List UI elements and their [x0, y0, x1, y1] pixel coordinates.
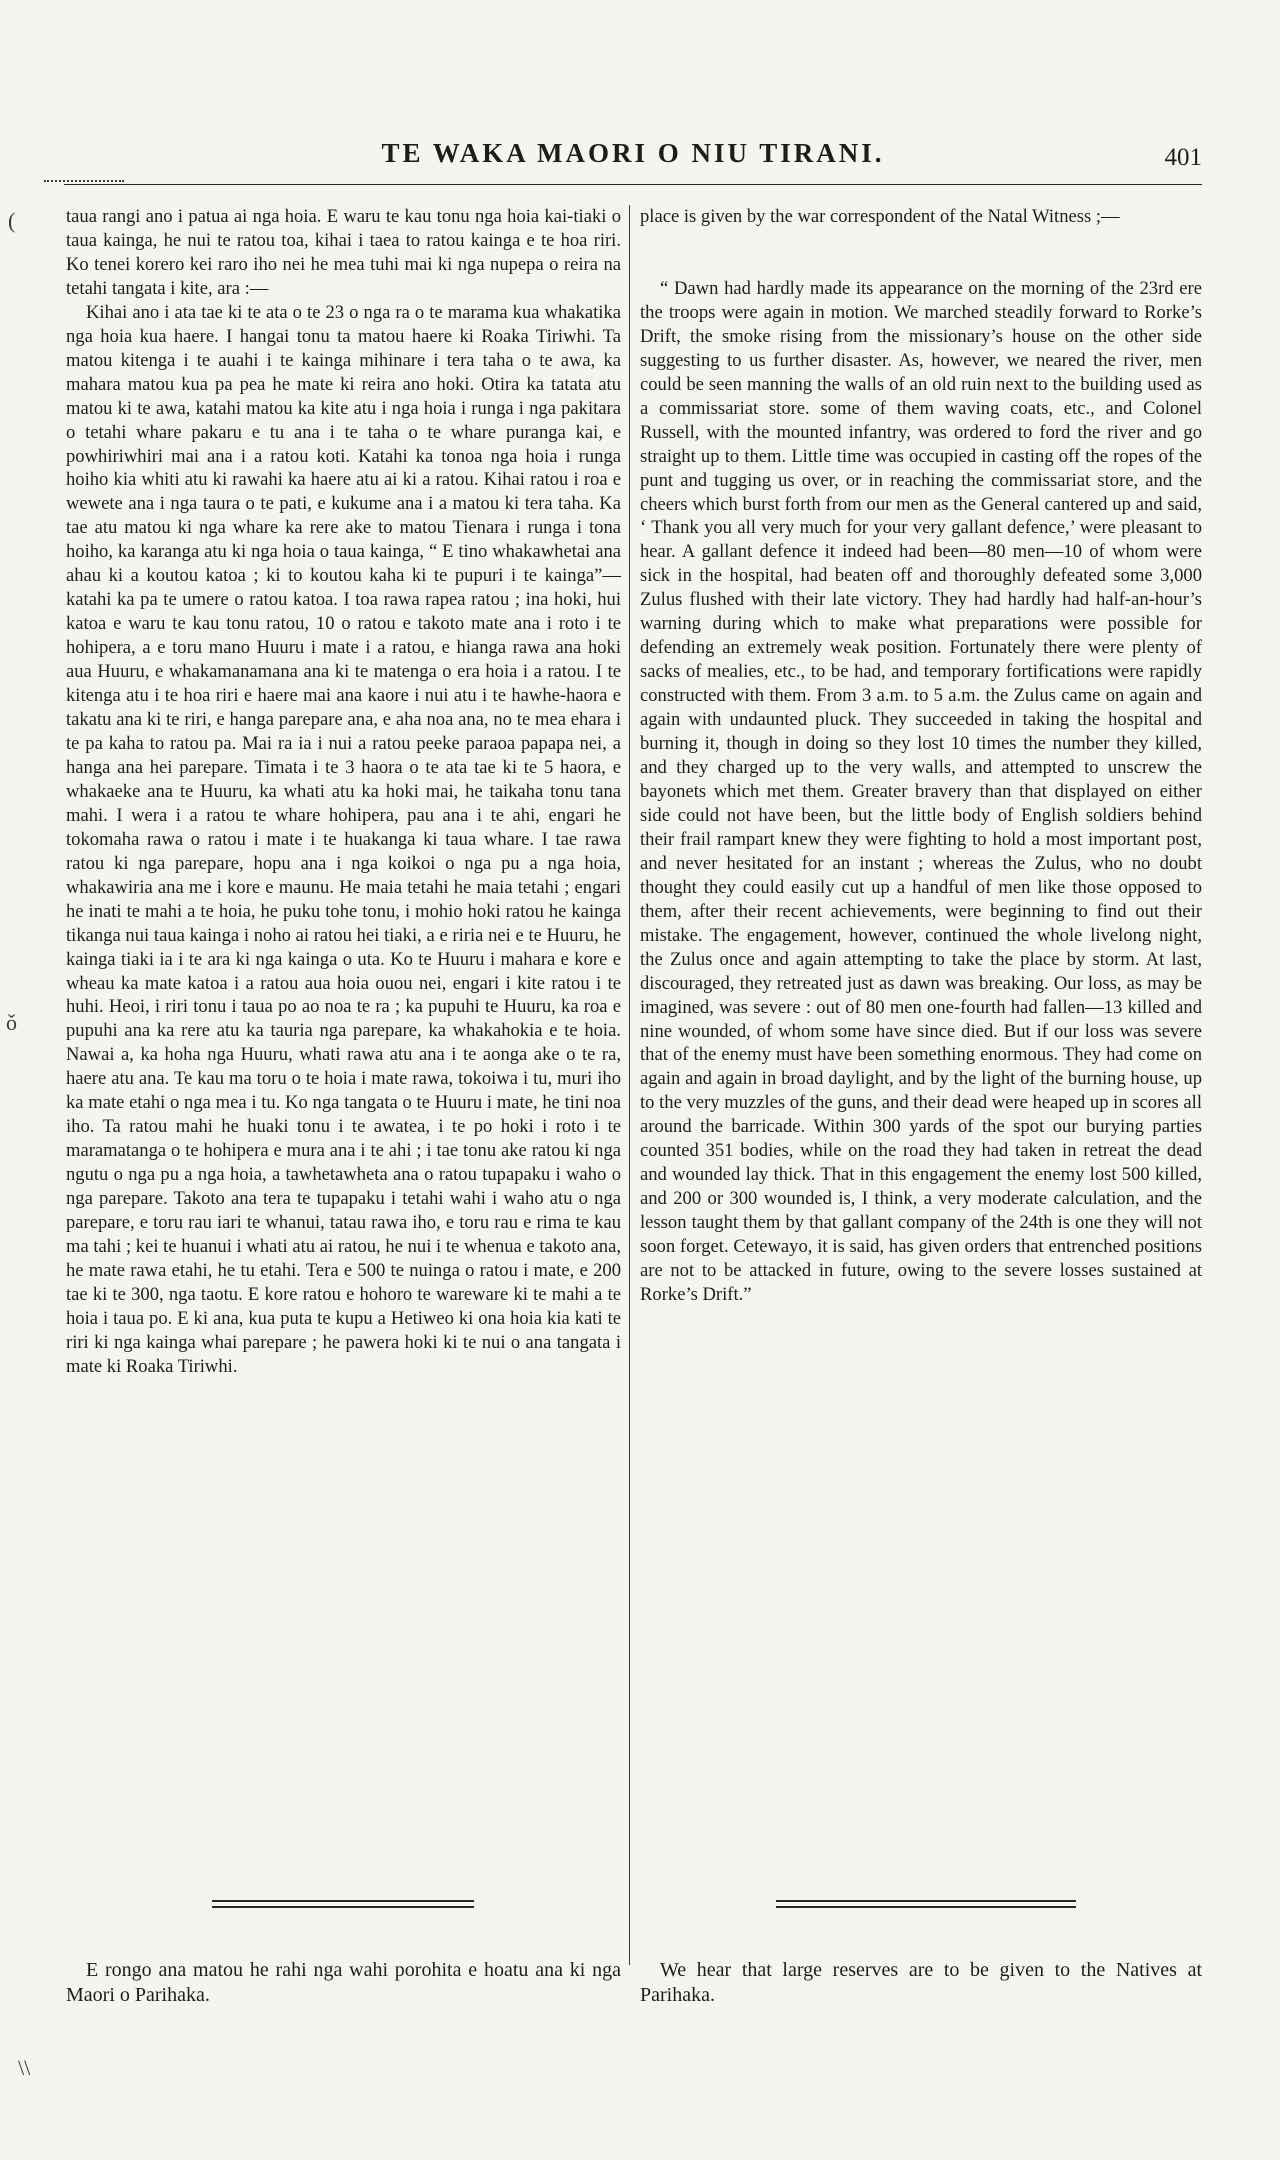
- header-rule: [64, 184, 1202, 185]
- right-column-english: [640, 205, 1202, 1307]
- paragraph-spacer: [640, 229, 1202, 277]
- page-header: [64, 138, 1202, 182]
- section-rule-right: [776, 1900, 1076, 1908]
- right-paragraph-quote: “ Dawn had hardly made its appearance on the morning of the 23rd ere the troops were again in motion. We marched steadily forward to Rorke’s Drift, the smoke rising from the missionary’s house on the other side suggesting to us further disaster. As, however, we neared the river, men could be seen manning the walls of an old ruin next to the building used as a commissariat store. some of them waving coats, etc., and Colonel Russell, with the mounted infantry, was ordered to ford the river and go straight up to them. Little time was occupied in casting off the ropes of the punt and tugging us over, or in reaching the commissariat store, and the cheers which burst forth from our men as the General cantered up and said, ‘ Thank you all very much for your very gallant defence,’ were pleasant to hear. A gallant defence it indeed had been—80 men—10 of whom were sick in the hospital, had beaten off and thoroughly defeated some 3,000 Zulus flushed with their late victory. They had hardly had half-an-hour’s warning during which to make what preparations were possible for defending an extremely weak position. Fortunately there were plenty of sacks of mealies, etc., to be had, and temporary fortifications were rapidly constructed with them. From 3 a.m. to 5 a.m. the Zulus came on again and again with undaunted pluck. They succeeded in taking the hospital and burning it, though in doing so they lost 10 times the number they killed, and they charged up to the very walls, and attempted to unscrew the bayonets which met them. Greater bravery than that displayed on either side could not have been, but the little body of English soldiers behind their frail rampart knew they were fighting to hold a most important post, and never hesitated for an instant ; whereas the Zulus, who no doubt thought they could easily cut up a handful of men like those opposed to them, after their recent achievements, were beginning to find out their mistake. The engagement, however, continued the whole livelong night, the Zulus once and again attempting to take the place by storm. At last, discouraged, they retreated just as dawn was breaking. Our loss, as may be imagined, was severe : out of 80 men one-fourth had fallen—13 killed and nine wounded, of whom some have since died. But if our loss was severe that of the enemy must have been something enormous. They had come on again and again in broad daylight, and by the light of the burning house, up to the very muzzles of the guns, and their dead were heaped up in scores all around the barricade. Within 300 yards of the spot our burying parties counted 351 bodies, while on the road they had taken in retreat the dead and wounded lay thick. That in this engagement the enemy lost 500 killed, and 200 or 300 wounded is, I think, a very moderate calculation, and the lesson taught them by that gallant company of the 24th is one they will not soon forget. Cetewayo, it is said, has given orders that entrenched positions are not to be attacked in future, owing to the severe losses sustained at Rorke’s Drift.”: [640, 277, 1202, 1305]
- page-number: 401: [1164, 144, 1202, 171]
- note-right-english: We hear that large reserves are to be given to the Natives at Parihaka.: [640, 1959, 1202, 2006]
- header-dotted-mark: [44, 180, 124, 182]
- left-paragraph-intro: taua rangi ano i patua ai nga hoia. E waru te kau tonu nga hoia kai-tiaki o taua kainga, he nui te ratou toa, kihai i taea to ratou kainga e te hoa riri. Ko tenei korero kei raro iho nei he mea tuhi mai ki nga nupepa o reira na tetahi tangata i kite, ara :—: [66, 206, 621, 299]
- section-rule-left: [212, 1900, 474, 1908]
- column-divider: [629, 205, 630, 1965]
- right-paragraph-intro: place is given by the war correspondent of the Natal Witness ;—: [640, 206, 1120, 227]
- margin-pencil-mark: (: [8, 208, 16, 233]
- left-column-maori: [66, 205, 621, 1379]
- masthead-title: TE WAKA MAORI O NIU TIRANI.: [381, 138, 885, 168]
- left-paragraph-account: Kihai ano i ata tae ki te ata o te 23 o nga ra o te marama kua whakatika nga hoia kua haere. I hangai tonu ta matou haere ki Roaka Tiriwhi. Ta matou kitenga i te auahi i te kainga mihinare i tera taha o te awa, ka mahara matou kua pa pea he mate ki reira ano hoki. Otira ka tatata atu matou ki te awa, katahi matou ka kite atu i nga hoia i runga i nga pakitara o tetahi whare pakaru e tu ana i te taha o te whare puranga kai, e powhiriwhiri mai ana i a ratou koti. Katahi ka tonoa nga hoia i runga hoiho kia whiti atu ki rawahi ka haere atu ai ki a ratou. Kihai ratou i roa e wewete ana i nga taura o te pati, e kukume ana i a matou ki tera taha. Ka tae atu matou ki nga whare ka rere ake to matou Tienara i runga i tona hoiho, ka karanga atu ki nga hoia o taua kainga, “ E tino whakawhetai ana ahau ki a koutou katoa ; ki to koutou kaha ki te pupuri i te kainga”—katahi ka pa te umere o ratou katoa. I toa rawa rapea ratou ; ina hoki, hui katoa e waru te kau tonu ratou, 10 o ratou e takoto mate ana i roto i te hohipera, a e toru mano Huuru i mate i a ratou, e hianga rawa ana hoki aua Huuru, e whakamanamana ana ki te matenga o era hoia i a ratou. I te kitenga atu i te hoa riri e haere mai ana kaore i nui atu i te hawhe-haora e takatu ana ki te riri, e hanga parepare ana, e aha noa ana, no te mea ehara i te pa kaha to ratou pa. Mai ra ia i nui a ratou peeke paraoa papapa nei, a hanga ana hei parepare. Timata i te 3 haora o te ata tae ki te 5 haora, e whakaeke ana te Huuru, ka whati atu ka hoki mai, he taikaha tonu tana mahi. I wera i a ratou te whare hohipera, pau ana i te ahi, engari he tokomaha rawa o ratou i mate i te huakanga ki taua whare. I tae rawa ratou ki nga parepare, hopu ana i nga koikoi o nga pu a nga hoia, whakawiria ana me i kore e maunu. He maia tetahi he maia tetahi ; engari he inati te mahi a te hoia, he puku tohe tonu, i mohio hoki ratou he kainga tikanga nui taua kainga i noho ai ratou hei tiaki, a e riria nei e te Huuru, he kainga tiaki ia i te ara ki nga kainga o uta. Ko te Huuru i mahara e kore e wheau ka mate katoa i a ratou aua hoia ouou nei, engari i kite ratou i te huhi. Heoi, i riri tonu i taua po ao noa te ra ; ka pupuhi te Huuru, ka roa e pupuhi ana ka rere atu ka tauria nga parepare, ka whakahokia e te hoia. Nawai a, ka hoha nga Huuru, whati rawa atu ana i te aonga ake o te ra, haere atu ana. Te kau ma toru o te hoia i mate rawa, tokoiwa i tu, muri iho ka mate etahi o nga mea i tu. Ko nga tangata o te Huuru i mate, he tini noa iho. Ta ratou mahi he huaki tonu i te awatea, i te po hoki i roto i te maramatanga o te hohipera e mura ana i te ahi ; i tae tonu ake ratou ki nga ngutu o nga pu a nga hoia, a tawhetawheta ana o ratou tupapaku i waho o nga parepare. Takoto ana tera te tupapaku i tetahi wahi i waho atu o nga parepare, e toru rau iari te whanui, tatau rawa iho, e toru rau e rima te kau ma tahi ; kei te huanui i whati atu ai ratou, he nui i te whenua e takoto ana, he mate rawa etahi, he tu etahi. Tera e 500 te nuinga o ratou i mate, e 200 tae ki te 300, nga taotu. E kore ratou e hohoro te wareware ki te mahi a te hoia i taua po. E ki ana, kua puta te kupu a Hetiweo ki ona hoia kia kati te riri ki nga kainga whai parepare ; he pawera hoki ki te nui o ana tangata i mate ki Roaka Tiriwhi.: [66, 301, 621, 1377]
- margin-pencil-mark: \\: [18, 2055, 31, 2080]
- note-left-maori: E rongo ana matou he rahi nga wahi porohita e hoatu ana ki nga Maori o Parihaka.: [66, 1959, 621, 2006]
- margin-pencil-mark: ǒ: [6, 1010, 17, 1035]
